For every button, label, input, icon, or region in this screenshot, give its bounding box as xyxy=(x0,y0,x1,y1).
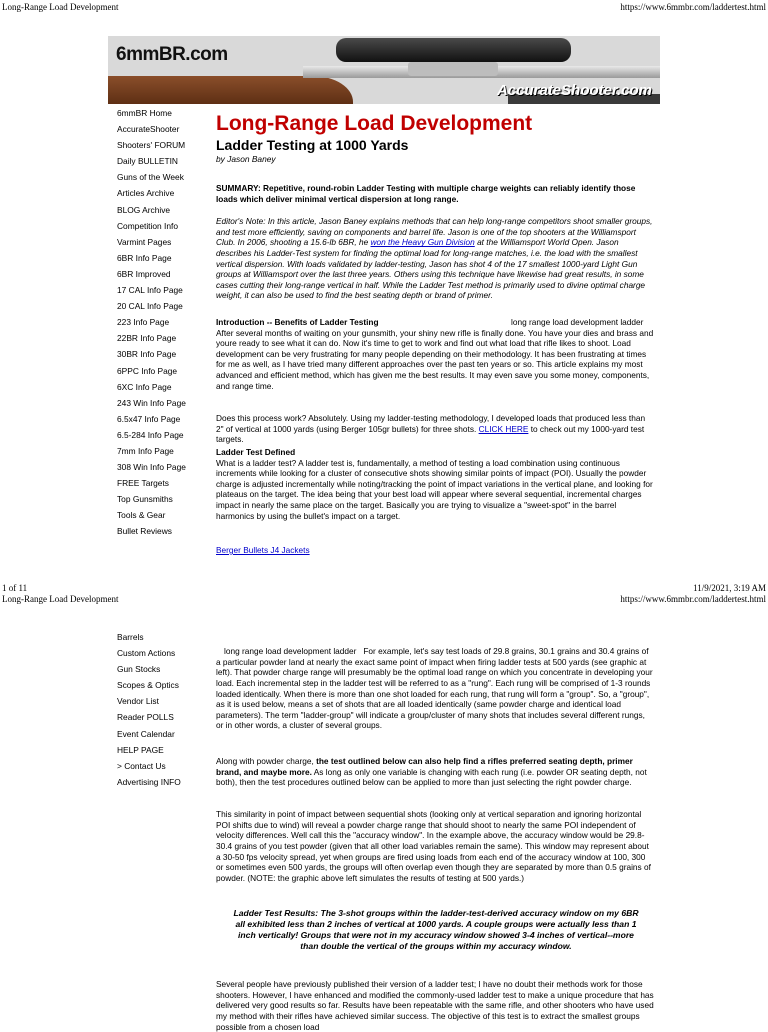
nav-item[interactable]: Advertising INFO xyxy=(117,776,181,787)
nav-item[interactable]: Guns of the Week xyxy=(117,172,184,183)
nav-item[interactable]: 6mmBR Home xyxy=(117,108,172,118)
ad-section xyxy=(216,545,654,556)
summary: SUMMARY: Repetitive, round-robin Ladder Testing with multiple charge weights can reliably identify those loads which deliver minimal vertical dispersion at long range. xyxy=(216,183,636,204)
nav-item[interactable]: 20 CAL Info Page xyxy=(117,301,183,312)
nav-item[interactable]: 7mm Info Page xyxy=(117,445,174,456)
nav-item[interactable]: Shooters' FORUM xyxy=(117,140,186,151)
site-banner[interactable] xyxy=(108,36,660,104)
click-here-link[interactable]: CLICK HERE xyxy=(478,423,529,434)
rifle-scope-graphic xyxy=(336,38,571,62)
nav-item[interactable]: Articles Archive xyxy=(117,188,175,199)
ladder-image-alt-2: long range load development ladder xyxy=(224,646,357,657)
print-header-title: Long-Range Load Development xyxy=(2,594,119,604)
nav-item[interactable]: 223 Info Page xyxy=(117,317,170,328)
accuracy-window-paragraph: This similarity in point of impact between sequential shots (looking only at vertical separation and ignoring horizontal POI shifts due to wind) will reveal a powder charge range that should shoot to nearly the same POI independent of velocity differences. Well call this the "accuracy window". In the example above, the accuracy window would be 29.8-30.4 grains of you test powder (given that all other load variables remain the same). This window may represent about a 30-50 fps velocity spread, yet when groups are fired using loads from each end of the accuracy window at 100, 300 or sometimes even 500 yards, the groups will often overlap even though they are separated by more than 0.5 grains of powder. (NOTE: the graphic above left simulates the results of testing at 500 yards.) xyxy=(216,809,651,883)
print-datetime: 11/9/2021, 3:19 AM xyxy=(693,583,766,593)
nav-item[interactable]: Barrels xyxy=(117,632,144,642)
along-text-2: As long as only one variable is changing with each rung (i.e. powder OR seating depth, not both), then the test procedures outlined below can be applied to more than just selecting the right powder charge. xyxy=(216,766,647,788)
nav-item[interactable]: 308 Win Info Page xyxy=(117,462,186,473)
intro-paragraph: After several months of waiting on your gunsmith, your shiny new rifle is finally done. You have your dies and brass and youre ready to see what it can do. Now it's time to get to work and find out what load that rifle likes to shoot. Load development can be very frustrating for many people depending on their methodology. It has been frustrating at times for me as well, as I have tried many different approaches over the past ten years or so. This article explains my most advanced and efficient method, which has given me the best results. It may even save you some money, components, and range time. xyxy=(216,327,654,391)
section-heading-intro: Introduction -- Benefits of Ladder Testing xyxy=(216,317,379,327)
seating-depth-paragraph xyxy=(216,756,654,788)
nav-item[interactable]: Varmint Pages xyxy=(117,236,172,247)
along-text: Along with powder charge, xyxy=(216,756,317,767)
nav-item[interactable]: 22BR Info Page xyxy=(117,333,177,344)
sidebar-nav-page2 xyxy=(117,629,181,790)
nav-item[interactable]: HELP PAGE xyxy=(117,744,164,755)
nav-item[interactable]: Tools & Gear xyxy=(117,510,166,521)
nav-item[interactable]: Reader POLLS xyxy=(117,712,174,723)
nav-item[interactable]: 6XC Info Page xyxy=(117,381,172,392)
rifle-stock-graphic xyxy=(108,76,353,104)
nav-item[interactable]: Event Calendar xyxy=(117,728,175,739)
nav-item[interactable]: 6PPC Info Page xyxy=(117,365,178,376)
heavy-gun-link[interactable]: won the Heavy Gun Division xyxy=(370,237,475,248)
example-paragraph xyxy=(216,646,654,731)
byline: by Jason Baney xyxy=(216,154,276,164)
print-header-url[interactable]: https://www.6mmbr.com/laddertest.html xyxy=(620,594,766,604)
defined-paragraph: What is a ladder test? A ladder test is, fundamentally, a method of testing a load combination using continuous increments while looking for a cluster of consecutive shots showing similar points of impact (POI). Usually the powder charge is adjusted incrementally while noting/tracking the point of impact variations in the vertical plane, and looking for plateaus on the target. The idea being that your best load will appear where several sequential, incremental charges impact in nearly the same place on the target. Basically you are trying to visualize a "sweet-spot" in the barrel harmonics by using the bullet's impact on a target. xyxy=(216,457,653,521)
page-subtitle: Ladder Testing at 1000 Yards xyxy=(216,137,409,153)
nav-item[interactable]: FREE Targets xyxy=(117,478,169,489)
results-paragraph xyxy=(216,413,654,445)
editors-note xyxy=(216,216,654,301)
nav-item[interactable]: BLOG Archive xyxy=(117,204,171,215)
sidebar-nav xyxy=(117,105,186,540)
results-text: Does this process work? Absolutely. Using my ladder-testing methodology, I developed loads that produced less than 2" of vertical at 1000 yards (using Berger 105gr bullets) for three shots. xyxy=(216,413,646,434)
nav-item[interactable]: Custom Actions xyxy=(117,648,176,659)
nav-item[interactable]: 243 Win Info Page xyxy=(117,397,186,408)
print-header-url[interactable]: https://www.6mmbr.com/laddertest.html xyxy=(620,2,766,12)
nav-item[interactable]: Top Gunsmiths xyxy=(117,494,173,505)
nav-item[interactable]: 17 CAL Info Page xyxy=(117,285,183,296)
intro-section xyxy=(216,317,654,391)
nav-item[interactable]: 6BR Improved xyxy=(117,268,171,279)
page-title: Long-Range Load Development xyxy=(216,112,533,135)
nav-item[interactable]: 6.5-284 Info Page xyxy=(117,429,184,440)
several-people-paragraph: Several people have previously published their version of a ladder test; I have no doubt their methods work for those shooters. However, I have enhanced and modified the commonly-used ladder test to make a unique procedure that has delivered very good results so far. Results have been repeatable with the same rifle, and other shooters who have used my method with their rifles have achieved similar success. The objective of this test is to extract the smallest groups possible from a chosen load xyxy=(216,979,654,1032)
defined-section xyxy=(216,447,654,521)
nav-item[interactable]: AccurateShooter xyxy=(117,124,180,135)
results-callout: Ladder Test Results: The 3-shot groups within the ladder-test-derived accuracy window on my 6BR all exhibited less than 2 inches of vertical at 1000 yards. A couple groups were actually less than 1 inch vertically! Groups that were not in my accuracy window showed 3-4 inches of vertical--more than double the vertical of the groups within my accuracy window. xyxy=(233,908,639,951)
nav-item[interactable]: Vendor List xyxy=(117,696,159,707)
ladder-image-alt: long range load development ladder xyxy=(511,317,644,327)
results-text-2: to check out my 1000-yard test targets. xyxy=(216,423,645,445)
site-logo[interactable]: 6mmBR.com xyxy=(116,44,228,65)
example-text: For example, let's say test loads of 29.8 grains, 30.1 grains and 30.4 grains of a particular powder land at nearly the exact same point of impact when firing ladder tests at 500 yards (see graphic at left). That powder charge range will presumably be the optimal load range on which you concentrate in developing your load. Each incremental step in the ladder test will be referred to as a "rung". Each rung will be comprised of 1-3 rounds loaded identically. When there is more than one shot loaded for each rung, that rung will form a "group". So, a "group", as it is used below, means a set of shots that are all loaded identically (same powder charge and identical load parameters). The term "ladder-group" will indicate a group/cluster of many shots that includes several different rungs, or in other words, a cluster of several groups. xyxy=(216,646,653,731)
nav-item[interactable]: 6.5x47 Info Page xyxy=(117,413,181,424)
editors-note-text-2: at the Williamsport World Open. Jason describes his Ladder-Test system for finding the optimal load for long-range matches, i.e. the load with the smallest vertical dispersion. With loads validated by ladder-testing, Jason has shot 4 of the 17 smallest 1000-yard Light Gun groups at Williamsport over the last three years. Others using this technique have likewise had great results, in some cases cutting their long-range vertical in half. While the Ladder Test method is primarily used to divine optimal charge weight, it can also be used to find the best seating depth or brand of primer. xyxy=(216,237,646,301)
print-header-title: Long-Range Load Development xyxy=(2,2,119,12)
nav-item[interactable]: Bullet Reviews xyxy=(117,526,172,537)
section-heading-defined: Ladder Test Defined xyxy=(216,447,296,457)
brand-logo[interactable]: AccurateShooter.com xyxy=(496,82,652,99)
nav-item[interactable]: Scopes & Optics xyxy=(117,680,179,691)
berger-bullets-link[interactable]: Berger Bullets J4 Jackets xyxy=(216,545,310,555)
nav-item[interactable]: Daily BULLETIN xyxy=(117,156,178,167)
along-bold-text: the test outlined below can also help find a rifles preferred seating depth, primer brand, and maybe more. xyxy=(216,756,633,777)
nav-item[interactable]: 30BR Info Page xyxy=(117,349,177,360)
page-number: 1 of 11 xyxy=(2,583,28,593)
nav-item[interactable]: > Contact Us xyxy=(117,760,166,771)
rifle-action-graphic xyxy=(408,62,498,76)
nav-item[interactable]: Competition Info xyxy=(117,220,178,231)
editors-note-text: Editor's Note: In this article, Jason Baney explains methods that can help long-range competitors shoot smaller groups, and test more efficiently, saving on components and barrel life. Jason is one of the top shooters at the Williamsport Club. In 2006, shooting a 15.6-lb 6BR, he xyxy=(216,216,653,248)
nav-item[interactable]: 6BR Info Page xyxy=(117,252,172,263)
nav-item[interactable]: Gun Stocks xyxy=(117,664,161,675)
